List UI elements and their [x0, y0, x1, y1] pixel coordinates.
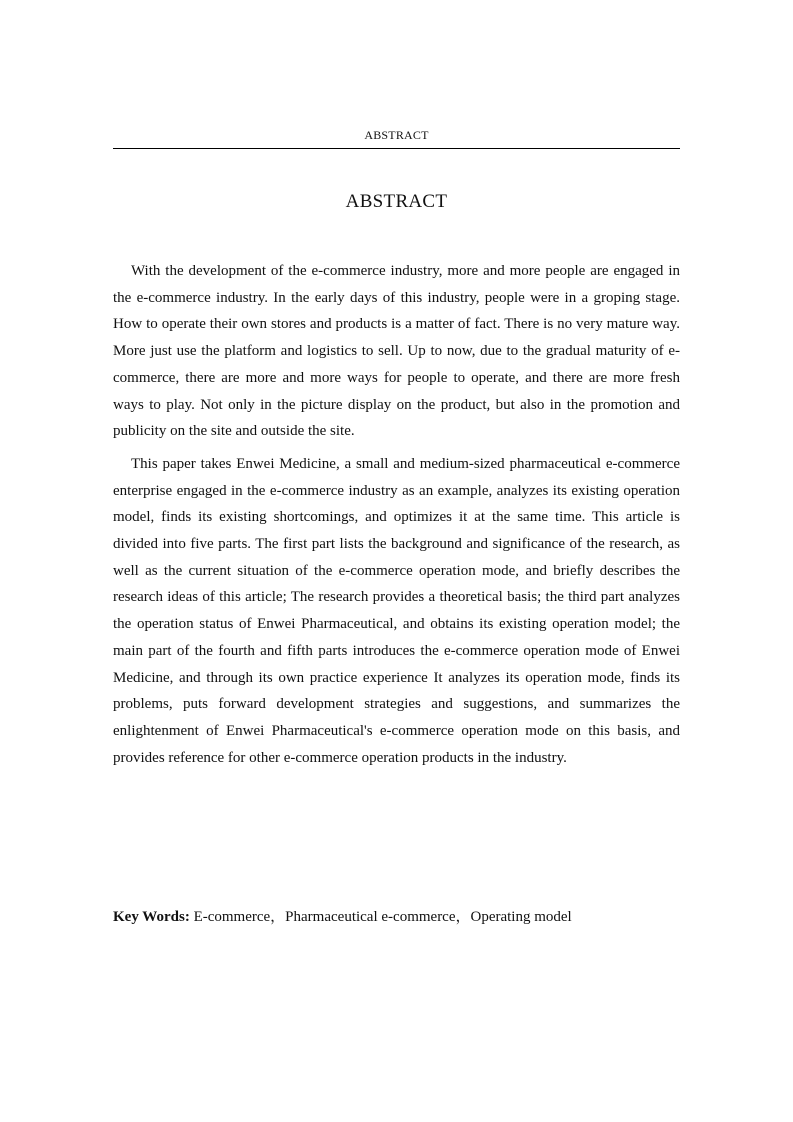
abstract-paragraph-2: This paper takes Enwei Medicine, a small and medium-sized pharmaceutical e-commerce enterprise engaged in the e-commerce industry as an example, analyzes its existing operation model, finds its existing shortcomings, and optimizes it at the same time. This article is divided into five parts. The first part lists the background and significance of the research, as well as the current situation of the e-commerce operation mode, and briefly describes the research ideas of this article; The research provides a theoretical basis; the third part analyzes the operation status of Enwei Pharmaceutical, and obtains its existing operation model; the main part of the fourth and fifth parts introduces the e-commerce operation mode of Enwei Medicine, and through its own practice experience It analyzes its operation mode, finds its problems, puts forward development strategies and suggestions, and summarizes the enlightenment of Enwei Pharmaceutical's e-commerce operation mode on this basis, and provides reference for other e-commerce operation products in the industry. [113, 455, 680, 766]
abstract-paragraph-1: With the development of the e-commerce industry, more and more people are engaged in the e-commerce industry. In the early days of this industry, people were in a groping stage. How to operate their own stores and products is a matter of fact. There is no very mature way. More just use the platform and logistics to sell. Up to now, due to the gradual maturity of e-commerce, there are more and more ways for people to operate, and there are more fresh ways to play. Not only in the picture display on the product, but also in the promotion and publicity on the site and outside the site. [113, 263, 680, 440]
keywords-text: E-commerce，Pharmaceutical e-commerce，Operating model [193, 909, 572, 925]
abstract-body [113, 258, 680, 771]
header-rule [113, 148, 680, 149]
abstract-title: ABSTRACT [345, 191, 448, 212]
keywords-line [113, 905, 680, 929]
keywords-label: Key Words: [113, 909, 190, 925]
running-header: ABSTRACT [364, 128, 429, 142]
